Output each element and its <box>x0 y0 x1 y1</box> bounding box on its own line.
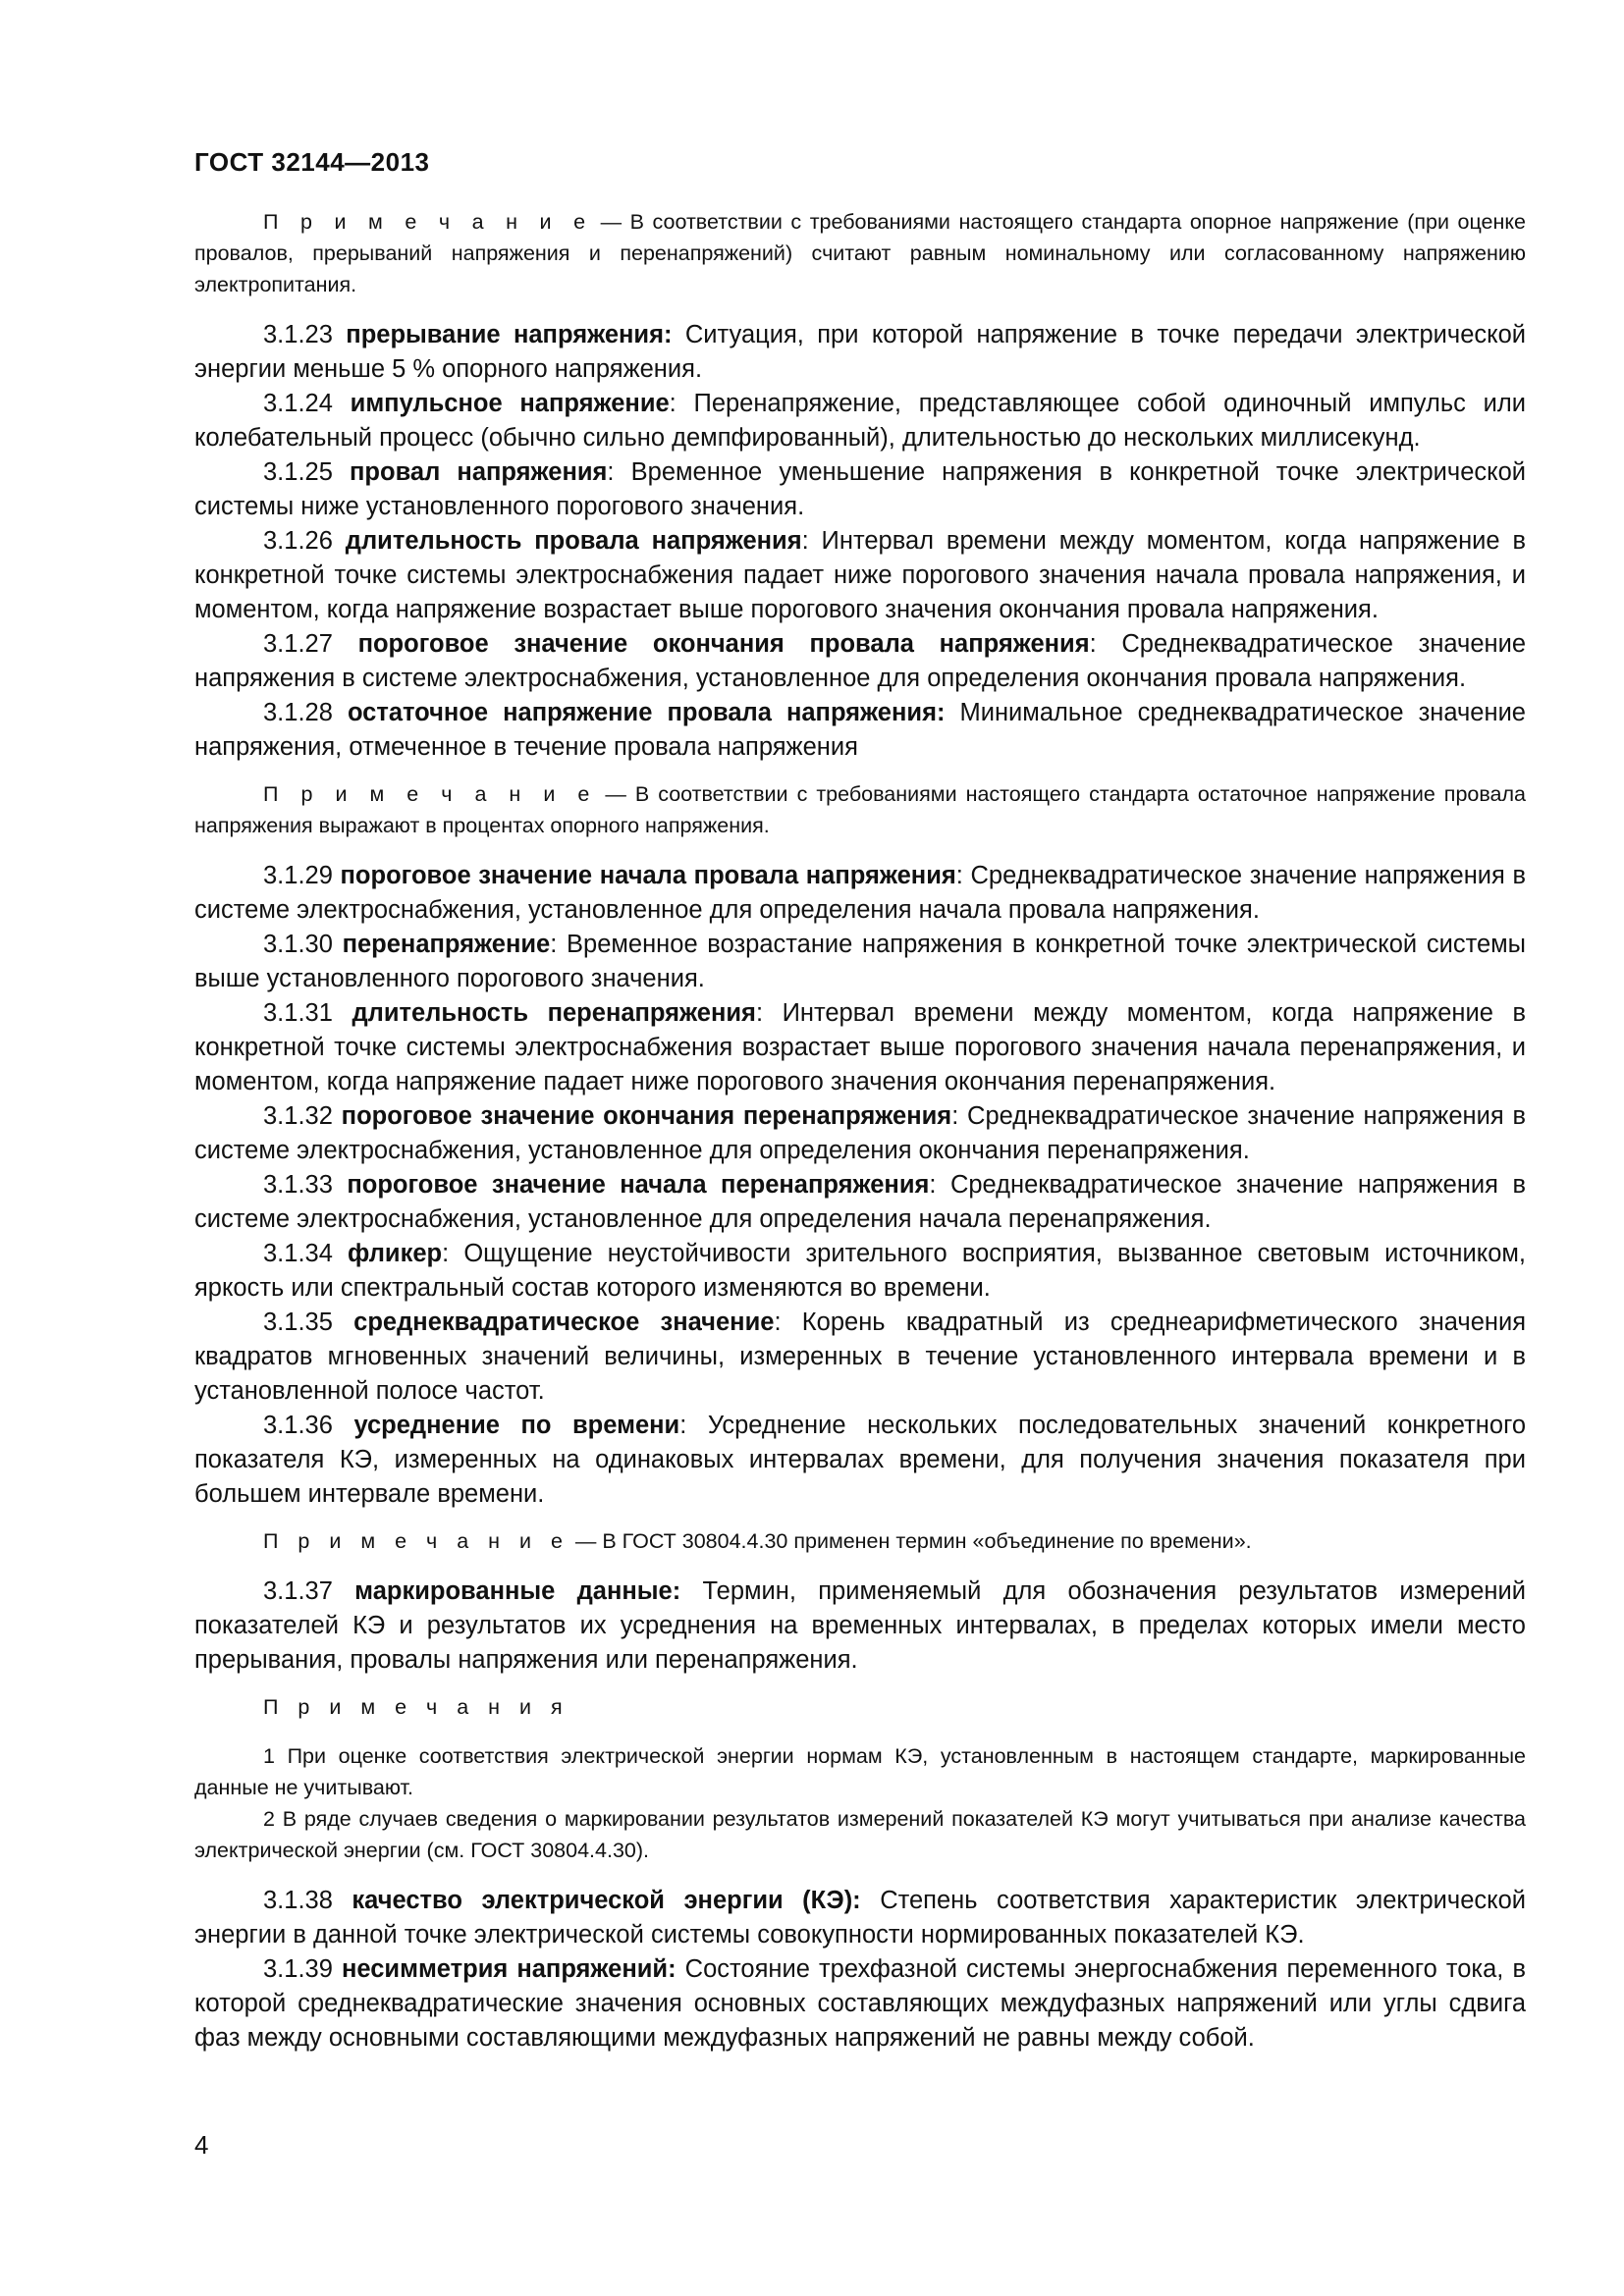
def-number: 3.1.29 <box>263 862 341 889</box>
standard-code-header: ГОСТ 32144—2013 <box>194 147 430 177</box>
note-item-1: 1 При оценке соответствия электрической энергии нормам КЭ, установленным в настоящем стандарте, маркированные данные не учитывают. <box>194 1744 1526 1799</box>
def-text: Минимальное среднеквадратическое значение напряжения, отмеченное в течение провала напряжения <box>194 699 1526 761</box>
note-text: — В соответствии с требованиями настоящего стандарта остаточное напряжение провала напряжения выражают в процентах опорного напряжения. <box>194 782 1526 837</box>
def-number: 3.1.25 <box>263 458 351 486</box>
def-term: несимметрия напряжений: <box>341 1955 677 1983</box>
definition-3-1-24 <box>194 387 1526 455</box>
def-number: 3.1.32 <box>263 1102 342 1130</box>
def-number: 3.1.31 <box>263 999 352 1027</box>
note-text: — В ГОСТ 30804.4.30 применен термин «объединение по времени». <box>568 1529 1252 1553</box>
definition-3-1-38 <box>194 1884 1526 1952</box>
def-text: : Ощущение неустойчивости зрительного восприятия, вызванное световым источником, яркость или спектральный состав которого изменяются во времени. <box>194 1240 1526 1302</box>
def-number: 3.1.26 <box>263 527 346 555</box>
def-number: 3.1.37 <box>263 1577 355 1605</box>
note-label: П р и м е ч а н и е <box>263 782 597 806</box>
def-number: 3.1.24 <box>263 390 351 417</box>
page-content <box>194 206 1526 2056</box>
def-term: длительность перенапряжения <box>352 999 756 1027</box>
def-text: Состояние трехфазной системы энергоснабжения переменного тока, в которой среднеквадратические значения основных составляющих междуфазных напряжений или углы сдвига фаз между основными составляющими междуфазных напряжений не равны между собой. <box>194 1955 1526 2052</box>
def-term: пороговое значение начала провала напряжения <box>340 862 956 889</box>
def-number: 3.1.23 <box>263 321 347 348</box>
def-term: перенапряжение <box>342 931 551 958</box>
def-term: фликер <box>348 1240 443 1267</box>
def-term: провал напряжения <box>350 458 608 486</box>
def-text: : Временное уменьшение напряжения в конкретной точке электрической системы ниже установленного порогового значения. <box>194 458 1526 520</box>
definition-3-1-37 <box>194 1575 1526 1678</box>
def-text: : Среднеквадратическое значение напряжения в системе электроснабжения, установленное для определения окончания провала напряжения. <box>194 630 1527 692</box>
note-label: П р и м е ч а н и е <box>263 1529 569 1553</box>
def-term: импульсное напряжение <box>350 390 670 417</box>
note-item-2: 2 В ряде случаев сведения о маркировании результатов измерений показателей КЭ могут учитываться при анализе качества электрической энергии (см. ГОСТ 30804.4.30). <box>194 1807 1526 1862</box>
notes-4-heading <box>194 1691 1526 1723</box>
def-number: 3.1.34 <box>263 1240 349 1267</box>
def-text: : Среднеквадратическое значение напряжения в системе электроснабжения, установленное для определения начала провала напряжения. <box>194 862 1527 924</box>
definition-3-1-28 <box>194 696 1526 765</box>
def-term: пороговое значение окончания перенапряжения <box>341 1102 952 1130</box>
def-text: : Перенапряжение, представляющее собой одиночный импульс или колебательный процесс (обычно сильно демпфированный), длительностью до нескольких миллисекунд. <box>194 390 1526 452</box>
definition-3-1-33 <box>194 1168 1526 1237</box>
def-number: 3.1.39 <box>263 1955 342 1983</box>
def-term: качество электрической энергии (КЭ): <box>352 1887 861 1914</box>
def-term: длительность провала напряжения <box>345 527 802 555</box>
note-label: П р и м е ч а н и е <box>263 210 593 234</box>
page-number: 4 <box>194 2130 209 2160</box>
def-term: усреднение по времени <box>353 1412 680 1439</box>
def-number: 3.1.28 <box>263 699 348 726</box>
def-term: пороговое значение начала перенапряжения <box>347 1171 930 1199</box>
definition-3-1-35 <box>194 1306 1526 1409</box>
def-text: Ситуация, при которой напряжение в точке передачи электрической энергии меньше 5 % опорного напряжения. <box>194 321 1527 383</box>
note-3 <box>194 1525 1526 1557</box>
def-text: : Интервал времени между моментом, когда напряжение в конкретной точке системы электроснабжения падает ниже порогового значения начала провала напряжения, и моментом, когда напряжение возрастает выше порогового значения окончания провала напряжения. <box>194 527 1527 623</box>
def-text: : Временное возрастание напряжения в конкретной точке электрической системы выше установленного порогового значения. <box>194 931 1527 992</box>
def-text: Термин, применяемый для обозначения результатов измерений показателей КЭ и результатов их усреднения на временных интервалах, в пределах которых имели место прерывания, провалы напряжения или перенапряжения. <box>194 1577 1526 1674</box>
note-2 <box>194 778 1526 841</box>
def-term: пороговое значение окончания провала напряжения <box>357 630 1090 658</box>
definition-3-1-26 <box>194 524 1526 627</box>
definition-3-1-23 <box>194 318 1526 387</box>
definition-3-1-27 <box>194 627 1526 696</box>
definition-3-1-32 <box>194 1099 1526 1168</box>
definition-3-1-39 <box>194 1952 1526 2056</box>
def-text: : Среднеквадратическое значение напряжения в системе электроснабжения, установленное для определения окончания перенапряжения. <box>194 1102 1526 1164</box>
def-term: среднеквадратическое значение <box>353 1308 775 1336</box>
def-text: : Среднеквадратическое значение напряжения в системе электроснабжения, установленное для определения начала перенапряжения. <box>194 1171 1526 1233</box>
def-term: маркированные данные: <box>354 1577 681 1605</box>
definition-3-1-25 <box>194 455 1526 524</box>
def-term: остаточное напряжение провала напряжения: <box>347 699 946 726</box>
definition-3-1-29 <box>194 859 1526 928</box>
def-number: 3.1.33 <box>263 1171 348 1199</box>
def-term: прерывание напряжения: <box>346 321 673 348</box>
definition-3-1-31 <box>194 996 1526 1099</box>
notes-label: П р и м е ч а н и я <box>263 1695 569 1719</box>
def-number: 3.1.38 <box>263 1887 352 1914</box>
definition-3-1-36 <box>194 1409 1526 1512</box>
def-number: 3.1.30 <box>263 931 343 958</box>
definition-3-1-30 <box>194 928 1526 996</box>
def-text: Степень соответствия характеристик электрической энергии в данной точке электрической системы совокупности нормированных показателей КЭ. <box>194 1887 1527 1949</box>
note-text: — В соответствии с требованиями настоящего стандарта опорное напряжение (при оценке провалов, прерываний напряжения и перенапряжений) считают равным номинальному или согласованному напряжению электропитания. <box>194 210 1526 296</box>
def-text: : Усреднение нескольких последовательных значений конкретного показателя КЭ, измеренных на одинаковых интервалах времени, для получения значения показателя при большем интервале времени. <box>194 1412 1526 1508</box>
def-number: 3.1.35 <box>263 1308 354 1336</box>
def-number: 3.1.36 <box>263 1412 354 1439</box>
def-text: : Корень квадратный из среднеарифметического значения квадратов мгновенных значений величины, измеренных в течение установленного интервала времени и в установленной полосе частот. <box>194 1308 1527 1405</box>
definition-3-1-34 <box>194 1237 1526 1306</box>
def-text: : Интервал времени между моментом, когда напряжение в конкретной точке системы электроснабжения возрастает выше порогового значения начала перенапряжения, и моментом, когда напряжение падает ниже порогового значения окончания перенапряжения. <box>194 999 1527 1095</box>
def-number: 3.1.27 <box>263 630 358 658</box>
note-1 <box>194 206 1526 300</box>
